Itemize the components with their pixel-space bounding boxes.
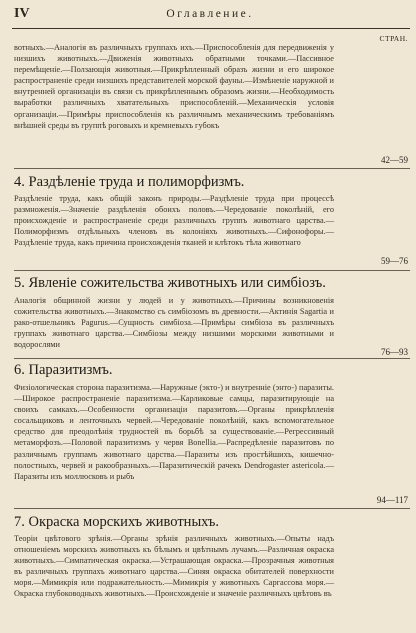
entry-page-range: 76—93: [381, 347, 408, 357]
section-divider: [14, 270, 410, 271]
section-divider: [14, 508, 410, 509]
running-head: Оглавление.: [166, 8, 254, 20]
entry-text: вотныхъ.—Аналогія въ различныхъ группахъ ихъ.—Приспособленія для передвиженія у низшихъ животныхъ.—Движенія животныхъ обратными точками.—Пассивное перемѣщеніе.—Ползающія животныя.—Прикрѣпленный образъ жизни и его широкое распространеніе среди низшихъ представителей морской фауны.—Измѣненіе наружной и внутренней организаціи въ связи съ прикрѣпленнымъ образомъ жизни.—Необходимость выработки различныхъ хватательныхъ приспособленій.—Механическія условія организаціи.—Примѣры приспособленія къ различнымъ механическимъ требованіямъ внѣшней среды въ группѣ роговыхъ и кремневыхъ губокъ: [14, 43, 334, 130]
page-header: [14, 6, 406, 26]
entry-title: 6. Паразитизмъ.: [14, 362, 113, 378]
entry-title: 4. Раздѣленіе труда и полиморфизмъ.: [14, 174, 245, 190]
header-rule: [12, 28, 410, 29]
pages-column-label: СТРАН.: [379, 34, 408, 43]
entry-page-range: 94—117: [376, 495, 408, 505]
section-divider: [14, 358, 410, 359]
entry-page-range: 42—59: [381, 155, 408, 165]
entry-page-range: 59—76: [381, 256, 408, 266]
page-number: IV: [14, 6, 30, 21]
entry-text: Раздѣленіе труда, какъ общій законъ природы.—Раздѣленіе труда при процессѣ размноженія.—Значеніе раздѣленія обоихъ половъ.—Чередованіе поколѣній, его происхожденіе и распространеніе среди различныхъ группъ животнаго царства.—Полиморфизмъ отдѣльныхъ членовъ въ колоніяхъ животныхъ.—Сифонофоры.—Раздѣленіе труда, какъ причина происхожденія тканей и клѣтокъ тѣла животнаго: [14, 194, 334, 248]
entry-title: 7. Окраска морскихъ животныхъ.: [14, 514, 220, 530]
entry-text: Физіологическая сторона паразитизма.—Наружные (экто-) и внутренніе (энто-) паразиты.—Широкое распространеніе паразитизма.—Карликовые самцы, паразитирующіе на своихъ самкахъ.—Особенности организаціи паразитовъ.—Органы прикрѣпленія сосальщиковъ и ленточныхъ червей.—Чередованіе поколѣній, какъ вспомогательное средство для преодолѣнія трудностей въ борьбѣ за существованіе.—Регрессивный метаморфозъ.—Половой паразитизмъ у червя Bonellia.—Распредѣленіе паразитовъ по различнымъ группамъ животнаго царства.—Паразиты изъ простѣйшихъ, кишечно-полостныхъ, червей и ракообразныхъ.—Паразитическій рачекъ Dendrogaster astericola.—Паразиты изъ моллюсковъ и рыбъ: [14, 383, 334, 481]
entry-text: Аналогія общинной жизни у людей и у животныхъ.—Причины возникновенія сожительства животныхъ.—Знакомство съ симбіозомъ въ древности.—Актинія Sagartia и рако-отшельникъ Pagurus.—Сущность симбіоза.—Примѣры симбіоза въ различныхъ группахъ животнаго царства.—Симбіозы между низшими морскими животными и водорослями: [14, 296, 334, 350]
section-divider: [14, 168, 410, 169]
entry-title: 5. Явленіе сожительства животныхъ или симбіозъ.: [14, 275, 326, 291]
entry-text: Теоріи цвѣтового зрѣнія.—Органы зрѣнія различныхъ животныхъ.—Опыты надъ отношеніемъ морскихъ животныхъ къ бѣлымъ и цвѣтнымъ лучамъ.—Различная окраска животныхъ.—Симпатическая окраска.—Устрашающая окраска.—Прозрачныя животныя въ различныхъ группахъ животнаго царства.—Синяя окраска обитателей поверхности моря.—Мимикрія или подражательность.—Мимикрія у животныхъ Саргассова моря.—Окраска глубоководныхъ животныхъ.—Происхожденіе и значеніе различныхъ цвѣтовъ въ: [14, 534, 334, 599]
